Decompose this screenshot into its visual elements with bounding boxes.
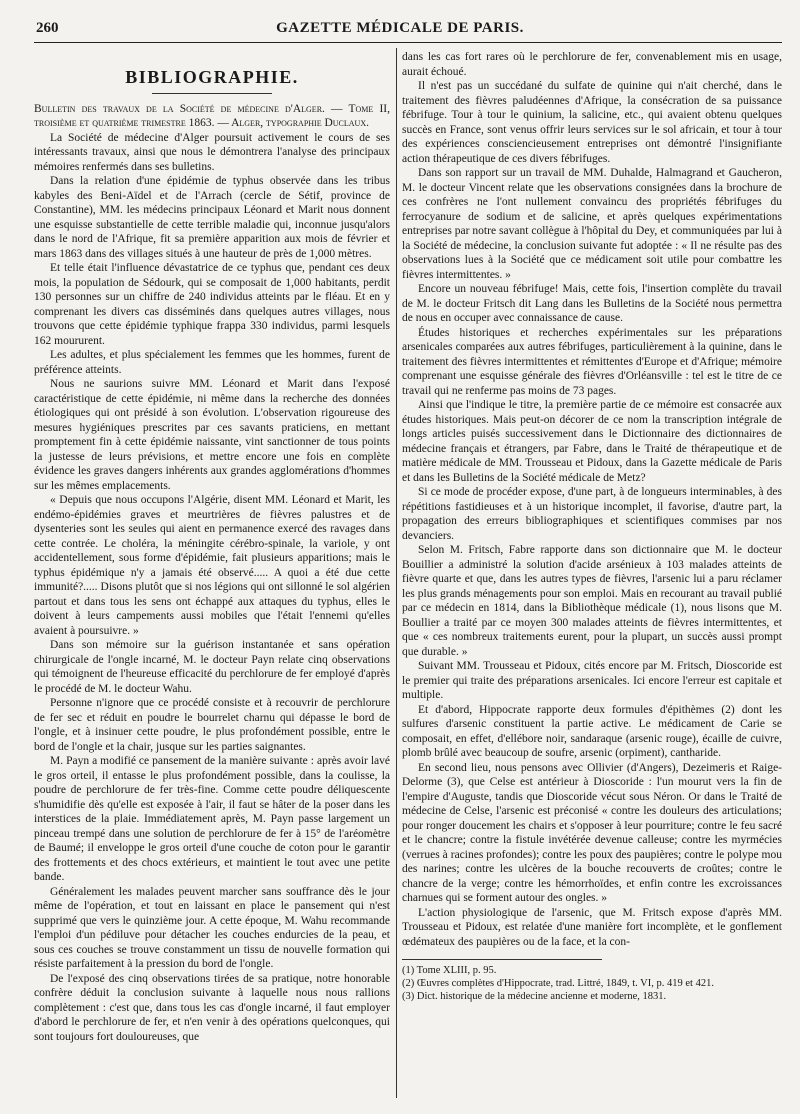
paragraph: « Depuis que nous occupons l'Algérie, disent MM. Léonard et Marit, les endémo-épidémies graves et meurtrières de fièvres palustres et de dysenteries sont les seules qui aient en permanence exercé des ravages dans cette contrée. Le choléra, la méningite cérébro-spinale, la variole, y ont accidentellement, sous forme d'épidémie, fait plusieurs apparitions; mais le typhus épidémique n'y a jamais été observé..... A quoi a été due cette immunité?..... Disons plutôt que si nos légions qui ont sillonné le sol algérien partout et dans tous les sens ont échappé aux attaques du typhus, elles le doivent à leurs campements aussi mobiles que l'était l'ennemi qu'elles avaient à poursuivre. »: [34, 494, 390, 637]
section-title-rule: [152, 93, 272, 94]
paragraph: Personne n'ignore que ce procédé consiste et à recouvrir de perchlorure de fer sec et réduit en poudre le bourrelet charnu qui dépasse le bord de l'ongle, et à insinuer cette poudre, le plus profondément possible, entre le bord de l'ongle et la chair, jusque sur les parties saignantes.: [34, 697, 390, 753]
bulletin-heading: Bulletin des travaux de la Société de médecine d'Alger. — Tome II, troisième et quatrième trimestre 1863. — Alger, typographie Duclaux.: [34, 102, 390, 129]
paragraph: Études historiques et recherches expérimentales sur les préparations arsenicales comparées aux autres fébrifuges, particulièrement à la quinine, dans le traitement des fièvres intermittentes et rémittentes d'Europe et d'Afrique; mémoire comprenant une esquisse générale des fièvres d'Orléansville : tel est le titre de ce travail qui ne renferme pas moins de 73 pages.: [402, 326, 782, 397]
paragraph: Dans son rapport sur un travail de MM. Duhalde, Halmagrand et Gaucheron, M. le docteur Vincent relate que les observations consignées dans la brochure de ces confrères ne l'ont nullement convaincu des propriétés fébrifuges du ferrocyanure de sodium et de salicine, et après quelques expérimentations entreprises par notre savant collègue à l'hôpital du Dey, et communiquées par lui à la Société de médecine, la conclusion suivante fut adoptée : « Il ne résulte pas des observations lues à la Société que ce médicament soit utile pour combattre les fièvres intermittentes. »: [402, 167, 782, 281]
paragraph: Dans la relation d'une épidémie de typhus observée dans les tribus kabyles des Beni-Aïdel et de l'Arrach (cercle de Sétif, province de Constantine), MM. les médecins principaux Léonard et Marit nous donnent une esquisse substantielle de cette terrible maladie qui, inconnue jusqu'alors dans le nord de l'Afrique, fit sa première apparition aux mois de février et mars 1863 dans des villages situés à une hauteur de près de 1,000 mètres.: [34, 175, 390, 260]
paragraph: L'action physiologique de l'arsenic, que M. Fritsch expose d'après MM. Trousseau et Pidoux, est relatée d'une manière fort incomplète, et le gonflement œdémateux des paupières ou de la face, et la con-: [402, 906, 782, 948]
paragraph: Et telle était l'influence dévastatrice de ce typhus que, pendant ces deux mois, la population de Sédourk, qui se composait de 1,000 habitants, perdit 130 personnes sur un chiffre de 240 individus atteints par le fléau. Et en y comprenant les divers cas disséminés dans quelques autres villages, nous trouvons que cette épidémie typhique frappa 330 individus, parmi lesquels 162 moururent.: [34, 262, 390, 347]
header-rule: [34, 42, 782, 43]
paragraph: dans les cas fort rares où le perchlorure de fer, convenablement mis en usage, aurait échoué.: [402, 51, 782, 78]
paragraph: En second lieu, nous pensons avec Ollivier (d'Angers), Dezeimeris et Raige-Delorme (3), que Celse est antérieur à Dioscoride : l'un mourut vers la fin de l'empire d'Auguste, tandis que Dioscoride vécut sous Néron. Or dans le Traité de médecine de Celse, l'arsenic est préconisé « contre les douleurs des articulations; pour ronger doucement les chairs et s'opposer à leur pourriture; contre le feu sacré et le chancre; contre la fistule invétérée devenue calleuse; contre les myrmécies (verrues à racines profondes); contre les poux des paupières; contre le polype mou des narines; contre les ulcères de la bouche recouverts de croûtes; contre le chancre de la verge; contre les hémorrhoïdes, et enfin contre les excroissances charnues qui se forment autour des ongles. »: [402, 761, 782, 904]
left-column: [34, 50, 390, 1044]
paragraph: Généralement les malades peuvent marcher sans souffrance dès le jour même de l'opération, et tout en laissant en place le pansement qui n'est supprimé que vers le quinzième jour. A cette époque, M. Wahu recommande l'emploi d'un pédiluve pour détacher les couches endurcies de la peau, et sous ces couches se trouve constamment un tissu de nouvelle formation qui résiste parfaitement à la pression du bord de l'ongle.: [34, 885, 390, 970]
paragraph: La Société de médecine d'Alger poursuit activement le cours de ses intéressants travaux, ainsi que nous le démontrera l'analyse des principaux mémoires renfermés dans ses bulletins.: [34, 131, 390, 173]
paragraph: Nous ne saurions suivre MM. Léonard et Marit dans l'exposé caractéristique de cette épidémie, ni même dans la recherche des données étiologiques qui ont présidé à son évolution. L'observation rigoureuse des mesures hygiéniques prescrites par ces savants praticiens, en mettant promptement fin à cette épidémie naissante, vint sanctionner de tous points la justesse de leurs prévisions, et mettre encore une fois en complète évidence les graves dangers inhérents aux grandes agglomérations d'hommes sur les mêmes emplacements.: [34, 378, 390, 492]
paragraph: Encore un nouveau fébrifuge! Mais, cette fois, l'insertion complète du travail de M. le docteur Fritsch dit Lang dans les Bulletins de la Société nous permettra de nous en occuper avec connaissance de cause.: [402, 283, 782, 324]
right-column: [402, 50, 782, 1003]
paragraph: Il n'est pas un succédané du sulfate de quinine qui n'ait cherché, dans le traitement des fièvres paludéennes d'Afrique, la consécration de sa puissance fébrifuge. Tour à tour le quinium, la salicine, etc., qui avaient obtenu quelques succès en France, sont venus offrir leurs services sur le sol africain, et tour à tour des expériences consciencieusement entreprises ont démontré l'insignifiante action thérapeutique de ces divers fébrifuges.: [402, 80, 782, 165]
paragraph: De l'exposé des cinq observations tirées de sa pratique, notre honorable confrère déduit la conclusion suivante à laquelle nous nous rallions complètement : c'est que, dans tous les cas d'ongle incarné, il faut employer d'abord le perchlorure de fer, et n'en venir à des opérations quelconques, qui sont toujours fort douloureuses, que: [34, 972, 390, 1043]
footnote: (2) Œuvres complètes d'Hippocrate, trad. Littré, 1849, t. VI, p. 419 et 421.: [402, 978, 714, 989]
section-title: BIBLIOGRAPHIE.: [125, 67, 299, 87]
paragraph: Selon M. Fritsch, Fabre rapporte dans son dictionnaire que M. le docteur Bouillier a administré la solution d'acide arsénieux à 103 malades atteints de fièvre quarte et que, dans les autres types de fièvres, l'arsenic lui a paru réclamer les plus grands ménagements pour son emploi. Mais en recourant au travail publié par ce médecin en 1814, dans la Bibliothèque médicale (1), nous lisons que M. Boullier a traité par ce moyen 300 malades atteints de fièvres intermittentes, et que « ces nombreux traitements eurent, pour la plupart, un succès aussi prompt que durable. »: [402, 544, 782, 658]
journal-title: GAZETTE MÉDICALE DE PARIS.: [276, 20, 524, 36]
paragraph: Les adultes, et plus spécialement les femmes que les hommes, furent de préférence atteints.: [34, 349, 390, 376]
paragraph: M. Payn a modifié ce pansement de la manière suivante : après avoir lavé le gros orteil, il entasse le plus profondément possible, dans la coulisse, la poudre de perchlorure de fer très-fine. Comme cette poudre déliquescente s'humidifie dès qu'elle est exposée à l'air, il faut se hâter de la poser dans les interstices de la plaie. Immédiatement après, M. Payn passe largement un pinceau trempé dans une solution de perchlorure de fer à 15° de l'aréomètre de Baumé; il enveloppe le gros orteil d'une couche de coton pour le garantir des frottements et des chocs extérieurs, et maintient le tout avec une petite bande.: [34, 755, 390, 883]
column-divider: [396, 48, 397, 1098]
paragraph: Si ce mode de procéder expose, d'une part, à de longueurs interminables, à des répétitions fastidieuses et à un historique incomplet, il favorise, d'autre part, la propagation des erreurs bibliographiques et scientifiques commises par nos devanciers.: [402, 486, 782, 542]
footnote: (3) Dict. historique de la médecine ancienne et moderne, 1831.: [402, 991, 667, 1002]
footnote-rule: [402, 959, 602, 960]
paragraph: Ainsi que l'indique le titre, la première partie de ce mémoire est consacrée aux études historiques. Mais peut-on décorer de ce nom la transcription intégrale de longs articles puisés successivement dans le Dictionnaire des dictionnaires de médecine français et étrangers, par Fabre, dans le Traité de thérapeutique et de matière médicale de MM. Trousseau et Pidoux, dans la Gazette médicale de Paris et dans les Bulletins de la Société médicale de Metz?: [402, 399, 782, 484]
page-number: 260: [36, 20, 59, 36]
paragraph: Dans son mémoire sur la guérison instantanée et sans opération chirurgicale de l'ongle incarné, M. le docteur Payn relate cinq observations qui témoignent de l'heureuse efficacité du perchlorure de fer employé d'après le procédé de M. le docteur Wahu.: [34, 639, 390, 695]
paragraph: Et d'abord, Hippocrate rapporte deux formules d'épithèmes (2) dont les sulfures d'arsenic constituent la partie active. Le médicament de Carie se composait, en effet, d'ellébore noir, sandaraque (arsenic rouge), écaille de cuivre, plomb brûlé avec beaucoup de soufre, arsenic (orpiment), cantharide.: [402, 703, 782, 759]
footnote: (1) Tome XLIII, p. 95.: [402, 965, 497, 976]
paragraph: Suivant MM. Trousseau et Pidoux, cités encore par M. Fritsch, Dioscoride est le premier qui traite des préparations arsenicales. Ici encore l'erreur est capitale et multiple.: [402, 660, 782, 701]
